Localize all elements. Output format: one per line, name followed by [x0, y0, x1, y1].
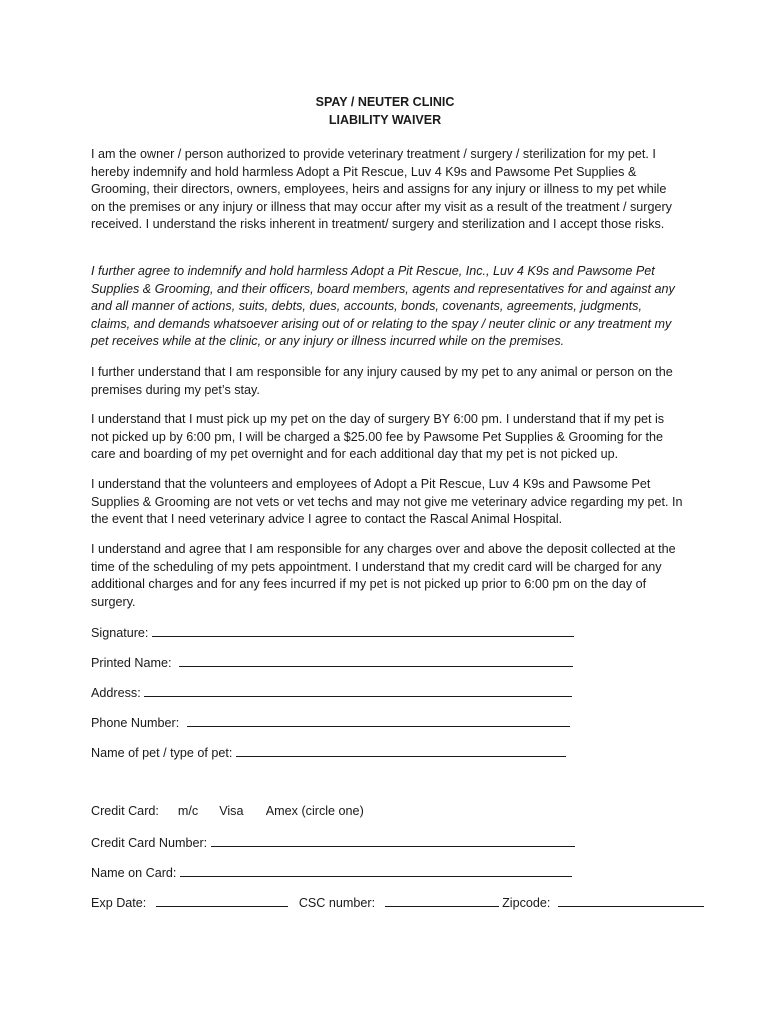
- exp-date-label: Exp Date:: [91, 896, 147, 910]
- paragraph-owner-authorization: I am the owner / person authorized to provide veterinary treatment / surgery / sterilization for my pet. I hereby indemnify and hold harmless Adopt a Pit Rescue, Luv 4 K9s and Pawsome Pet Supplies & Grooming, their directors, owners, employees, heirs and assigns for any injury or illness to my pet while on the premises or any injury or illness that may occur after my visit as a result of the treatment / surgery received. I understand the risks inherent in treatment/ surgery and sterilization and I accept those risks.: [91, 147, 672, 231]
- credit-card-label: Credit Card:: [91, 804, 159, 818]
- signature-field[interactable]: [91, 624, 574, 640]
- pet-name-blank[interactable]: [236, 744, 566, 757]
- credit-card-number-blank[interactable]: [211, 834, 575, 847]
- exp-date-blank[interactable]: [156, 894, 288, 907]
- printed-name-field[interactable]: [91, 654, 573, 670]
- card-option-visa[interactable]: Visa: [219, 804, 244, 818]
- credit-card-number-field[interactable]: [91, 834, 575, 850]
- name-on-card-label: Name on Card:: [91, 866, 177, 880]
- pet-name-label: Name of pet / type of pet:: [91, 746, 233, 760]
- address-label: Address:: [91, 686, 141, 700]
- zipcode-blank[interactable]: [558, 894, 704, 907]
- name-on-card-field[interactable]: [91, 864, 572, 880]
- card-details-field[interactable]: [91, 894, 704, 910]
- card-option-amex[interactable]: Amex (circle one): [265, 804, 364, 818]
- pet-name-field[interactable]: [91, 744, 566, 760]
- document-subtitle: LIABILITY WAIVER: [328, 113, 442, 127]
- phone-number-label: Phone Number:: [91, 716, 180, 730]
- paragraph-indemnify: I further agree to indemnify and hold harmless Adopt a Pit Rescue, Inc., Luv 4 K9s and Pawsome Pet Supplies & Grooming, and their officers, board members, agents and representatives for and against any and all manner of actions, suits, debts, dues, accounts, bonds, covenants, agreements, judgments, claims, and demands whatsoever arising out of or relating to the spay / neuter clinic or any treatment my pet receives while at the clinic, or any injury or illness incurred while on the premises.: [91, 264, 675, 348]
- signature-blank[interactable]: [152, 624, 574, 637]
- credit-card-number-label: Credit Card Number:: [91, 836, 208, 850]
- paragraph-injury-responsibility: I further understand that I am responsible for any injury caused by my pet to any animal or person on the premises during my pet’s stay.: [91, 365, 673, 397]
- paragraph-charges: I understand and agree that I am responsible for any charges over and above the deposit collected at the time of the scheduling of my pets appointment. I understand that my credit card will be charged for any additional charges and for any fees incurred if my pet is not picked up prior to 6:00 pm on the day of surgery.: [91, 542, 676, 609]
- signature-label: Signature:: [91, 626, 149, 640]
- credit-card-type-field[interactable]: [91, 804, 364, 818]
- paragraph-pickup: I understand that I must pick up my pet on the day of surgery BY 6:00 pm. I understand that if my pet is not picked up by 6:00 pm, I will be charged a $25.00 fee by Pawsome Pet Supplies & Grooming for the care and boarding of my pet overnight and for each additional day that my pet is not picked up.: [91, 412, 665, 461]
- phone-number-field[interactable]: [91, 714, 570, 730]
- csc-number-label: CSC number:: [298, 896, 376, 910]
- document-title: SPAY / NEUTER CLINIC: [315, 95, 455, 109]
- name-on-card-blank[interactable]: [180, 864, 572, 877]
- address-field[interactable]: [91, 684, 572, 700]
- zipcode-label: Zipcode:: [502, 896, 551, 910]
- paragraph-volunteers: I understand that the volunteers and employees of Adopt a Pit Rescue, Luv 4 K9s and Pawsome Pet Supplies & Grooming are not vets or vet techs and may not give me veterinary advice regarding my pet. In the event that I need veterinary advice I agree to contact the Rascal Animal Hospital.: [91, 477, 683, 526]
- address-blank[interactable]: [144, 684, 572, 697]
- printed-name-blank[interactable]: [179, 654, 573, 667]
- printed-name-label: Printed Name:: [91, 656, 172, 670]
- card-option-mc[interactable]: m/c: [177, 804, 199, 818]
- phone-number-blank[interactable]: [187, 714, 570, 727]
- csc-number-blank[interactable]: [385, 894, 499, 907]
